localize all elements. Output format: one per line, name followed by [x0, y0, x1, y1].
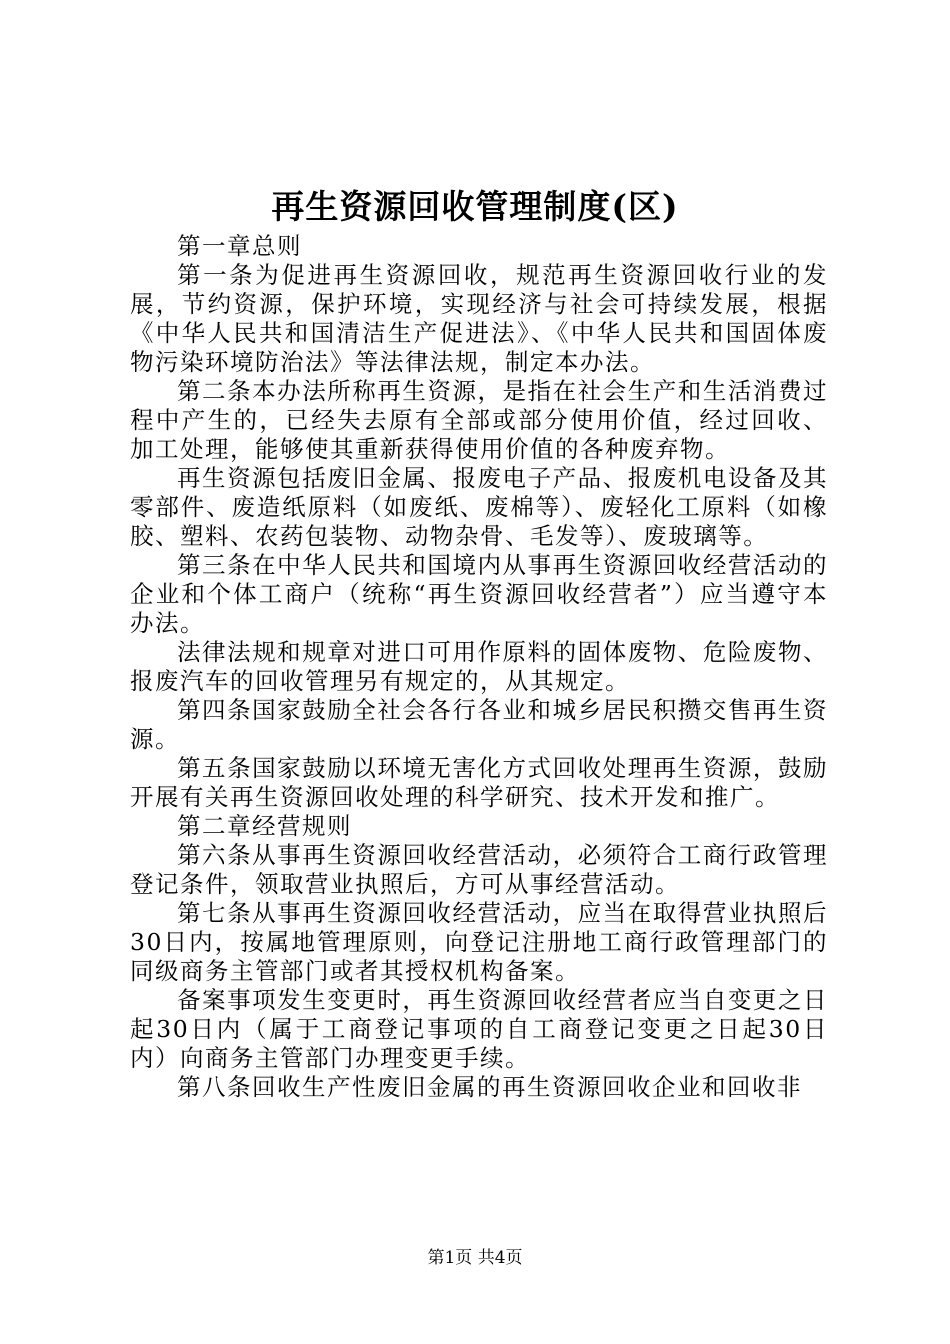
article-paragraph: 第六条从事再生资源回收经营活动，必须符合工商行政管理登记条件，领取营业执照后，方可从事经营活动。: [130, 841, 828, 898]
article-paragraph: 第五条国家鼓励以环境无害化方式回收处理再生资源，鼓励开展有关再生资源回收处理的科学研究、技术开发和推广。: [130, 754, 828, 811]
article-paragraph: 第二条本办法所称再生资源，是指在社会生产和生活消费过程中产生的，已经失去原有全部或部分使用价值，经过回收、加工处理，能够使其重新获得使用价值的各种废弃物。: [130, 377, 828, 463]
document-title: 再生资源回收管理制度(区): [271, 187, 679, 226]
document-body: [130, 232, 828, 1102]
article-paragraph: 法律法规和规章对进口可用作原料的固体废物、危险废物、报废汽车的回收管理另有规定的，从其规定。: [130, 638, 828, 695]
article-paragraph: 第八条回收生产性废旧金属的再生资源回收企业和回收非: [177, 1073, 802, 1101]
article-paragraph: 再生资源包括废旧金属、报废电子产品、报废机电设备及其零部件、废造纸原料（如废纸、废棉等）、废轻化工原料（如橡胶、塑料、农药包装物、动物杂骨、毛发等）、废玻璃等。: [130, 464, 828, 550]
article-paragraph: 第一条为促进再生资源回收，规范再生资源回收行业的发展，节约资源，保护环境，实现经济与社会可持续发展，根据《中华人民共和国清洁生产促进法》、《中华人民共和国固体废物污染环境防治法》等法律法规，制定本办法。: [130, 261, 828, 376]
article-paragraph: 第三条在中华人民共和国境内从事再生资源回收经营活动的企业和个体工商户（统称“再生资源回收经营者”）应当遵守本办法。: [130, 551, 828, 637]
article-paragraph: 第四条国家鼓励全社会各行各业和城乡居民积攒交售再生资源。: [130, 696, 828, 753]
article-paragraph: 第七条从事再生资源回收经营活动，应当在取得营业执照后30日内，按属地管理原则，向登记注册地工商行政管理部门的同级商务主管部门或者其授权机构备案。: [130, 899, 828, 985]
article-paragraph: 备案事项发生变更时，再生资源回收经营者应当自变更之日起30日内（属于工商登记事项的自工商登记变更之日起30日内）向商务主管部门办理变更手续。: [130, 986, 828, 1072]
chapter-heading-2: 第二章经营规则: [177, 812, 352, 840]
chapter-heading-1: 第一章总则: [177, 232, 302, 260]
page-number-footer: 第1页 共4页: [427, 1248, 523, 1268]
